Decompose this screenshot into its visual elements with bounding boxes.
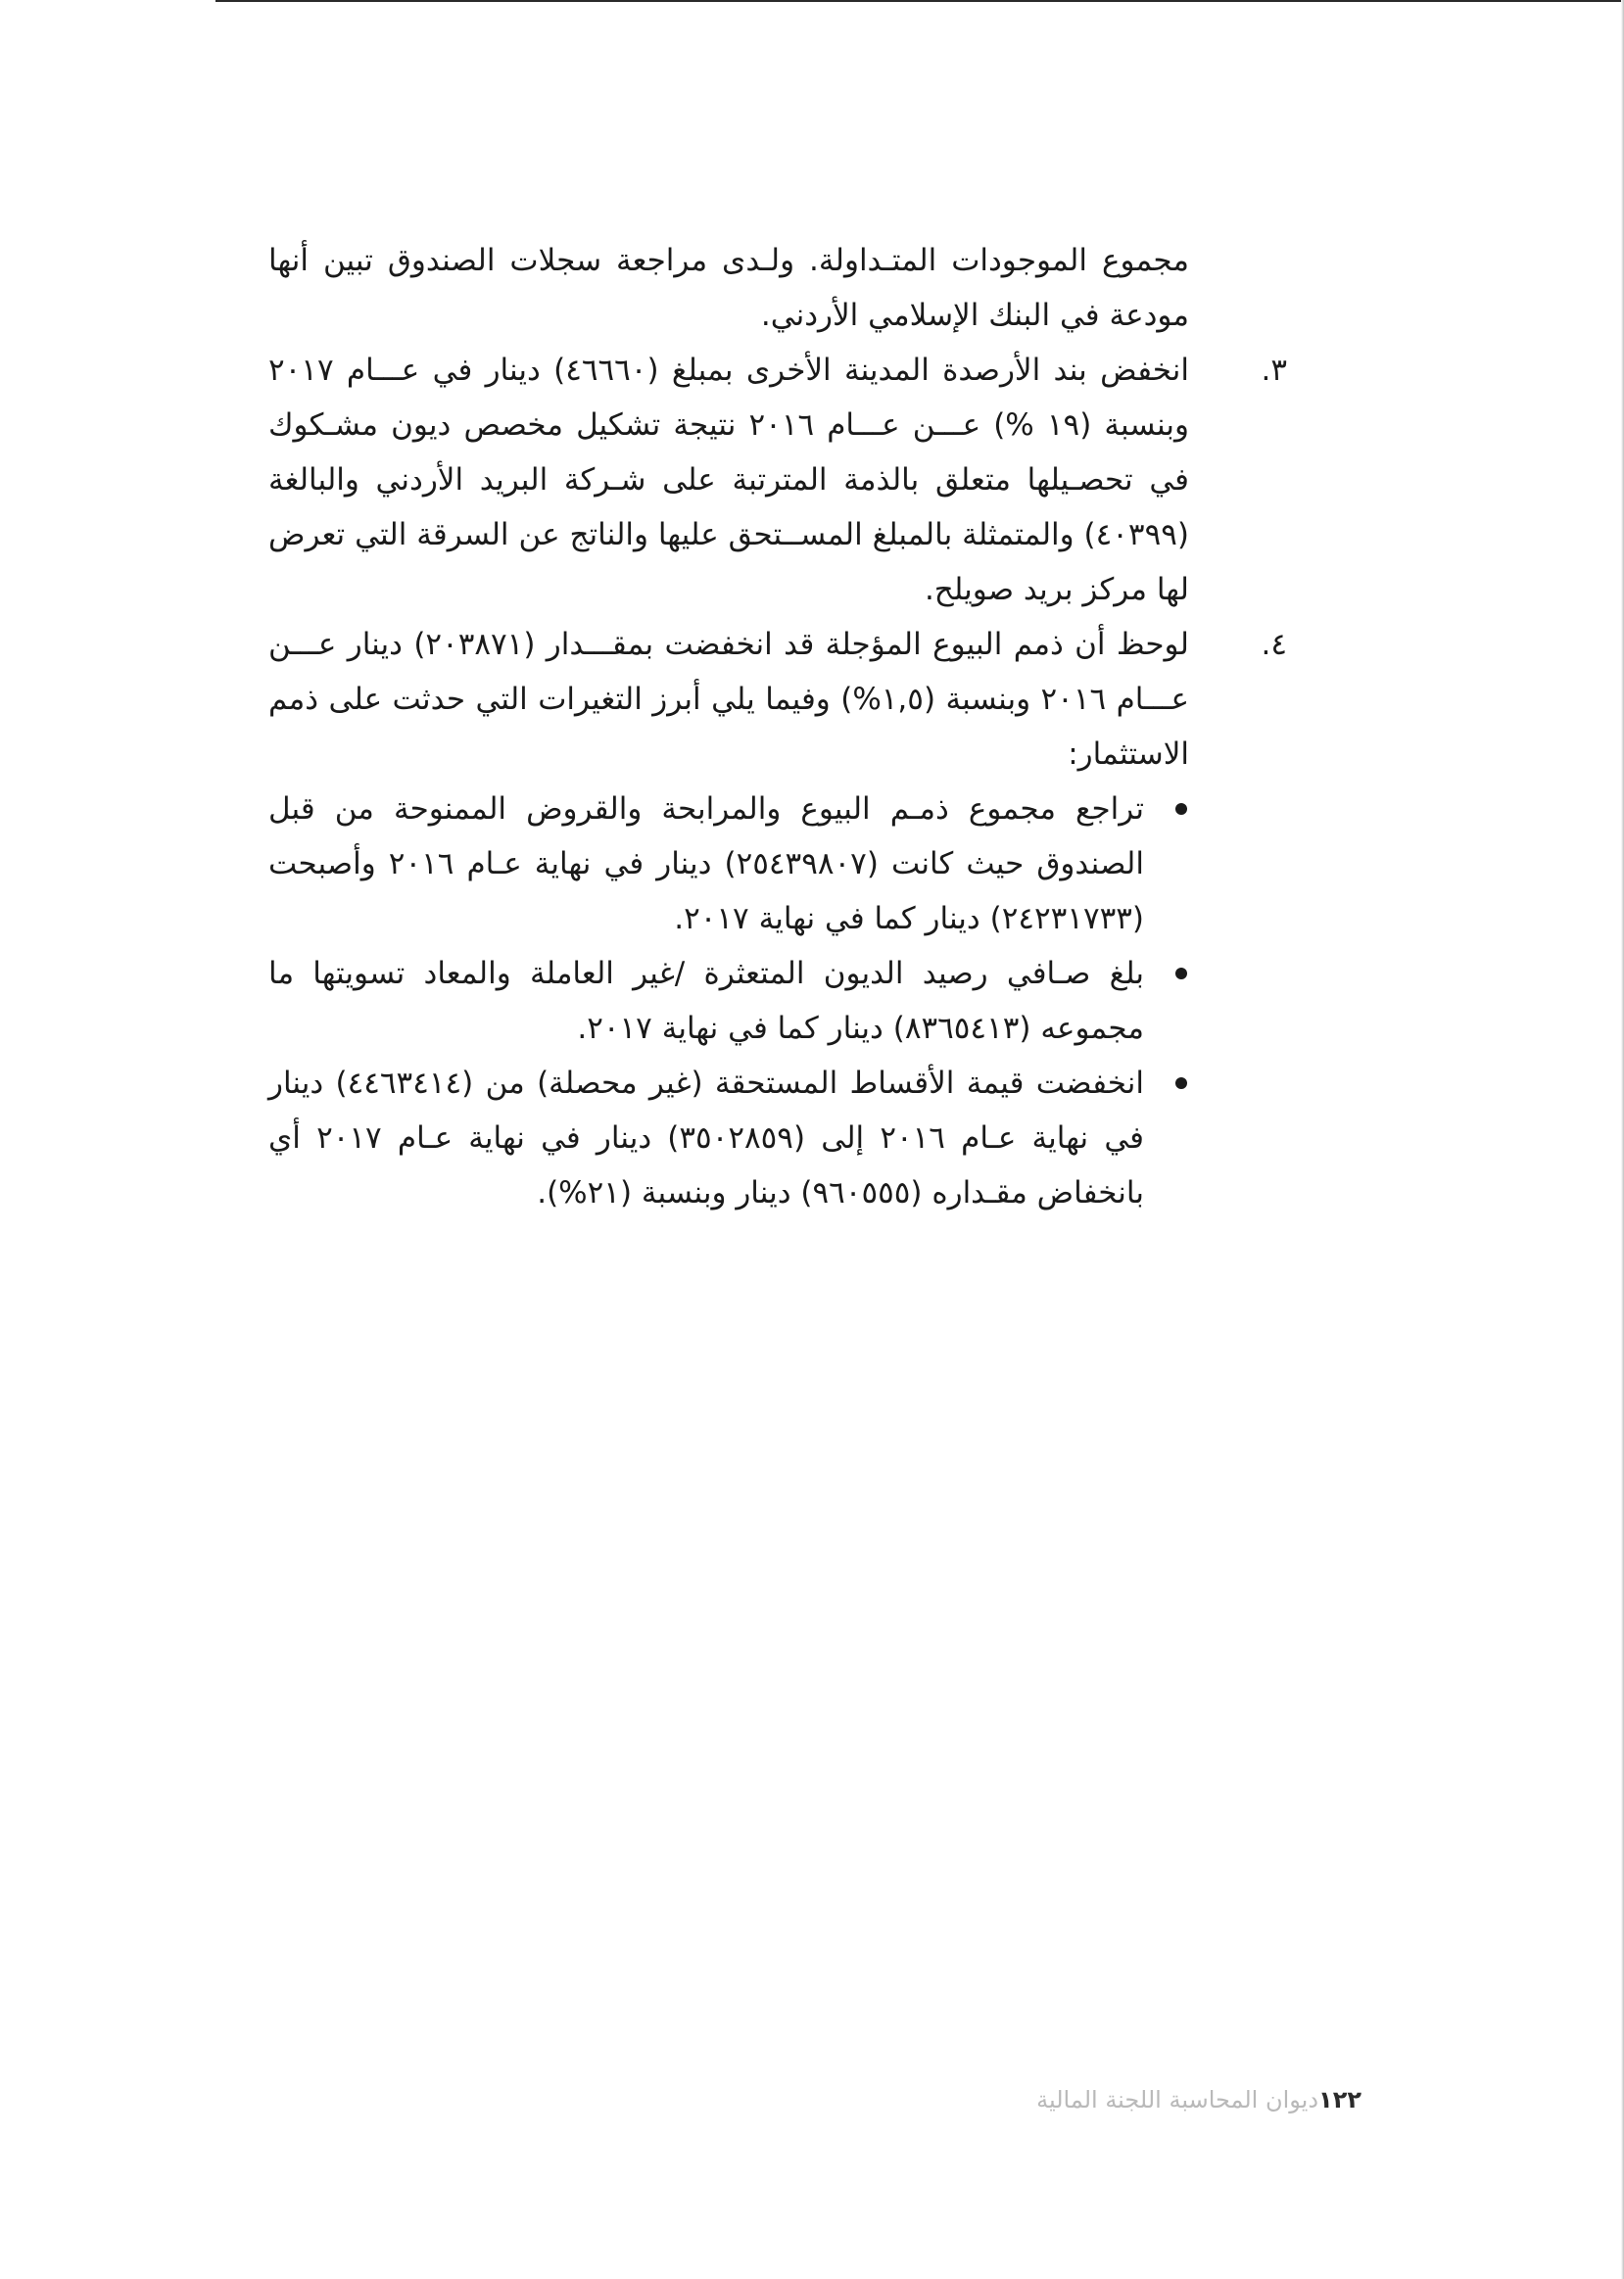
numbered-item-3 (268, 343, 1287, 617)
bullet-icon (1175, 803, 1187, 815)
item-number: ٣. (1261, 353, 1287, 388)
bullet-item-1 (268, 782, 1287, 946)
bullet-text: بلغ صـافي رصيد الديون المتعثرة /غير العاملة والمعاد تسويتها ما مجموعه (٨٣٦٥٤١٣) دينار كما في نهاية ٢٠١٧. (268, 956, 1144, 1046)
bullet-text: انخفضت قيمة الأقساط المستحقة (غير محصلة) من (٤٤٦٣٤١٤) دينار في نهاية عـام ٢٠١٦ إلى (٣٥٠٢٨٥٩) دينار في نهاية عـام ٢٠١٧ أي بانخفاض مقـداره (٩٦٠٥٥٥) دينار وبنسبة (٢١%). (268, 1066, 1144, 1211)
intro-paragraph: مجموع الموجودات المتـداولة. ولـدى مراجعة سجلات الصندوق تبين أنها مودعة في البنك الإسلامي الأردني. (268, 243, 1189, 333)
bullet-item-3 (268, 1056, 1287, 1220)
item-text: لوحظ أن ذمم البيوع المؤجلة قد انخفضت بمقـــدار (٢٠٣٨٧١) دينار عـــن عـــام ٢٠١٦ وبنسبة (١,٥%) وفيما يلي أبرز التغيرات التي حدثت على ذمم الاستثمار: (268, 627, 1189, 772)
footer-title: ديوان المحاسبة اللجنة المالية (1036, 2086, 1319, 2113)
bullet-text: تراجع مجموع ذمـم البيوع والمرابحة والقروض الممنوحة من قبل الصندوق حيث كانت (٢٥٤٣٩٨٠٧) دينار في نهاية عـام ٢٠١٦ وأصبحت (٢٤٢٣١٧٣٣) دينار كما في نهاية ٢٠١٧. (268, 791, 1144, 936)
bullet-icon (1175, 1077, 1187, 1089)
document-body (268, 233, 1287, 1220)
bullet-icon (1175, 968, 1187, 979)
numbered-item-4 (268, 617, 1287, 782)
bullet-item-2 (268, 946, 1287, 1056)
page-number: ١٢٢ (1318, 2086, 1361, 2113)
item-text: انخفض بند الأرصدة المدينة الأخرى بمبلغ (٤٦٦٦٠) دينار في عـــام ٢٠١٧ وبنسبة (١٩ %) عـــن عـــام ٢٠١٦ نتيجة تشكيل مخصص ديون مشـكوك في تحصـيلها متعلق بالذمة المترتبة على شـركة البريد الأردني والبالغة (٤٠٣٩٩) والمتمثلة بالمبلغ المســتحق عليها والناتج عن السرقة التي تعرض لها مركز بريد صويلح. (268, 353, 1189, 607)
top-edge-rule (215, 0, 1624, 2)
item-number: ٤. (1261, 627, 1287, 662)
page-footer (1036, 2086, 1361, 2113)
